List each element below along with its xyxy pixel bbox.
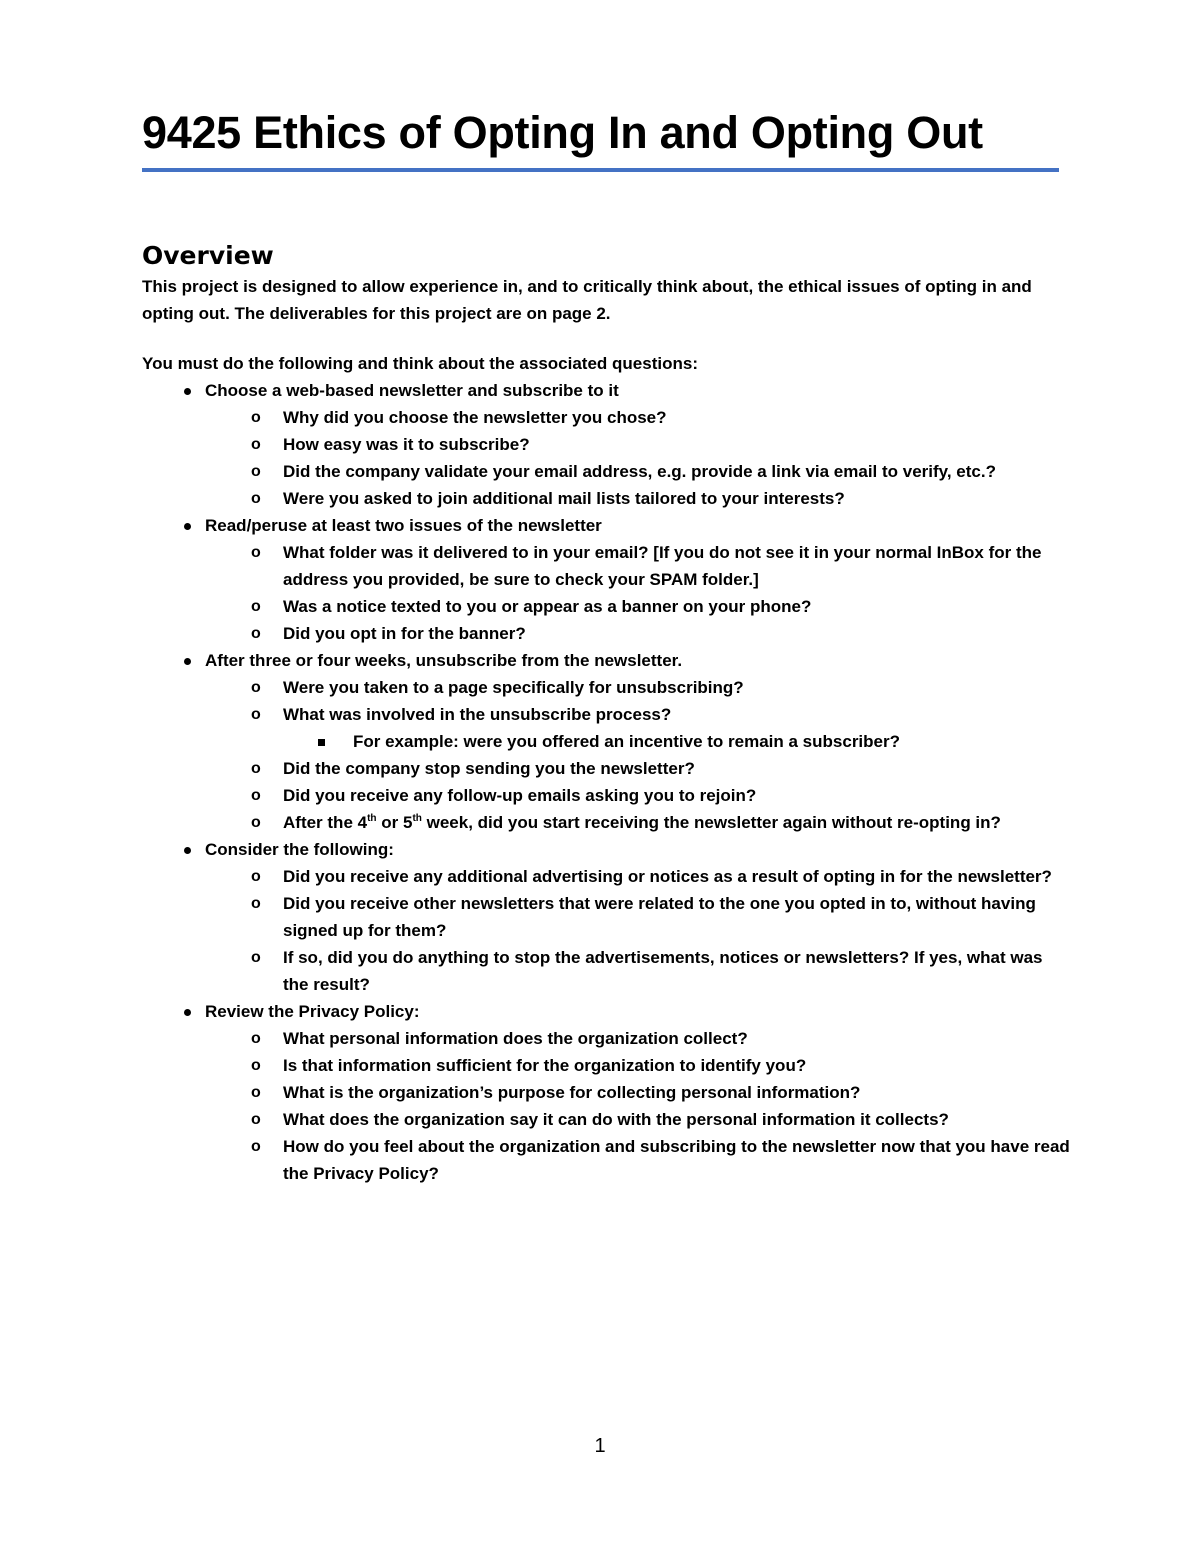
circle-bullet-icon: o bbox=[251, 1084, 261, 1101]
circle-bullet-icon: o bbox=[251, 949, 261, 966]
question-text: If so, did you do anything to stop the advertisements, notices or newsletters? If yes, what was the result? bbox=[283, 948, 1043, 994]
question-text: Did you receive any additional advertising or notices as a result of opting in for the newsletter? bbox=[283, 867, 1052, 886]
overview-text: This project is designed to allow experience in, and to critically think about, the ethical issues of opting in and opting out. The deliverables for this project are on page 2. bbox=[142, 277, 1032, 323]
circle-bullet-icon: o bbox=[251, 490, 261, 507]
title-underline bbox=[142, 168, 1059, 172]
question-text: What was involved in the unsubscribe process? bbox=[283, 705, 672, 724]
question-text: Did you receive other newsletters that were related to the one you opted in to, without having signed up for them? bbox=[283, 894, 1036, 940]
circle-bullet-icon: o bbox=[251, 1138, 261, 1155]
list-item bbox=[142, 944, 1072, 998]
bullet-icon bbox=[184, 847, 191, 854]
question-text: Were you taken to a page specifically for unsubscribing? bbox=[283, 678, 744, 697]
list-item bbox=[142, 755, 1072, 782]
question-text bbox=[283, 813, 1001, 832]
list-item bbox=[142, 647, 1072, 674]
question-part: After the 4 bbox=[283, 813, 368, 832]
list-item bbox=[142, 620, 1072, 647]
question-text: Were you asked to join additional mail lists tailored to your interests? bbox=[283, 489, 845, 508]
list-item bbox=[142, 1133, 1072, 1187]
list-item bbox=[142, 701, 1072, 728]
list-item bbox=[142, 728, 1072, 755]
circle-bullet-icon: o bbox=[251, 895, 261, 912]
circle-bullet-icon: o bbox=[251, 706, 261, 723]
list-item bbox=[142, 809, 1072, 836]
circle-bullet-icon: o bbox=[251, 1057, 261, 1074]
task-text: After three or four weeks, unsubscribe from the newsletter. bbox=[205, 651, 683, 670]
task-list bbox=[142, 377, 1072, 1187]
question-text: Did you opt in for the banner? bbox=[283, 624, 526, 643]
circle-bullet-icon: o bbox=[251, 679, 261, 696]
question-text: Why did you choose the newsletter you chose? bbox=[283, 408, 667, 427]
circle-bullet-icon: o bbox=[251, 1111, 261, 1128]
list-item bbox=[142, 782, 1072, 809]
circle-bullet-icon: o bbox=[251, 436, 261, 453]
task-text: Consider the following: bbox=[205, 840, 394, 859]
list-item bbox=[142, 377, 1072, 404]
list-item bbox=[142, 890, 1072, 944]
list-item bbox=[142, 998, 1072, 1025]
task-text: Review the Privacy Policy: bbox=[205, 1002, 420, 1021]
list-item bbox=[142, 1079, 1072, 1106]
circle-bullet-icon: o bbox=[251, 760, 261, 777]
question-text: Did you receive any follow-up emails asking you to rejoin? bbox=[283, 786, 757, 805]
circle-bullet-icon: o bbox=[251, 598, 261, 615]
question-text: What folder was it delivered to in your email? [If you do not see it in your normal InBox for the address you provided, be sure to check your SPAM folder.] bbox=[283, 543, 1042, 589]
list-item bbox=[142, 1052, 1072, 1079]
document-body bbox=[142, 273, 1072, 1187]
ordinal-suffix: th bbox=[367, 813, 377, 824]
list-item bbox=[142, 674, 1072, 701]
circle-bullet-icon: o bbox=[251, 868, 261, 885]
list-item bbox=[142, 863, 1072, 890]
bullet-icon bbox=[184, 523, 191, 530]
list-item bbox=[142, 836, 1072, 863]
task-text: Read/peruse at least two issues of the newsletter bbox=[205, 516, 602, 535]
intro-text: You must do the following and think about the associated questions: bbox=[142, 354, 698, 373]
question-text: Is that information sufficient for the organization to identify you? bbox=[283, 1056, 807, 1075]
question-part: week, did you start receiving the newsletter again without re-opting in? bbox=[421, 813, 1001, 832]
question-text: How easy was it to subscribe? bbox=[283, 435, 530, 454]
square-bullet-icon bbox=[318, 739, 325, 746]
ordinal-suffix: th bbox=[412, 813, 422, 824]
circle-bullet-icon: o bbox=[251, 544, 261, 561]
question-text: Did the company validate your email address, e.g. provide a link via email to verify, etc.? bbox=[283, 462, 996, 481]
list-item bbox=[142, 404, 1072, 431]
circle-bullet-icon: o bbox=[251, 1030, 261, 1047]
list-item bbox=[142, 1106, 1072, 1133]
list-item bbox=[142, 458, 1072, 485]
list-item bbox=[142, 1025, 1072, 1052]
sub-question-text: For example: were you offered an incentive to remain a subscriber? bbox=[353, 732, 900, 751]
page-number: 1 bbox=[594, 1435, 606, 1457]
circle-bullet-icon: o bbox=[251, 787, 261, 804]
list-item bbox=[142, 485, 1072, 512]
bullet-icon bbox=[184, 388, 191, 395]
question-text: Did the company stop sending you the newsletter? bbox=[283, 759, 695, 778]
bullet-icon bbox=[184, 658, 191, 665]
circle-bullet-icon: o bbox=[251, 409, 261, 426]
list-item bbox=[142, 512, 1072, 539]
circle-bullet-icon: o bbox=[251, 625, 261, 642]
question-text: What is the organization’s purpose for collecting personal information? bbox=[283, 1083, 861, 1102]
question-text: What does the organization say it can do with the personal information it collects? bbox=[283, 1110, 949, 1129]
list-item bbox=[142, 539, 1072, 593]
task-text: Choose a web-based newsletter and subscribe to it bbox=[205, 381, 619, 400]
overview-heading: Overview bbox=[142, 241, 274, 270]
question-text: What personal information does the organization collect? bbox=[283, 1029, 748, 1048]
question-text: How do you feel about the organization and subscribing to the newsletter now that you have read the Privacy Policy? bbox=[283, 1137, 1070, 1183]
list-item bbox=[142, 593, 1072, 620]
document-title: 9425 Ethics of Opting In and Opting Out bbox=[142, 107, 983, 158]
question-text: Was a notice texted to you or appear as a banner on your phone? bbox=[283, 597, 812, 616]
bullet-icon bbox=[184, 1009, 191, 1016]
list-item bbox=[142, 431, 1072, 458]
question-part: or 5 bbox=[376, 813, 413, 832]
circle-bullet-icon: o bbox=[251, 463, 261, 480]
circle-bullet-icon: o bbox=[251, 814, 261, 831]
